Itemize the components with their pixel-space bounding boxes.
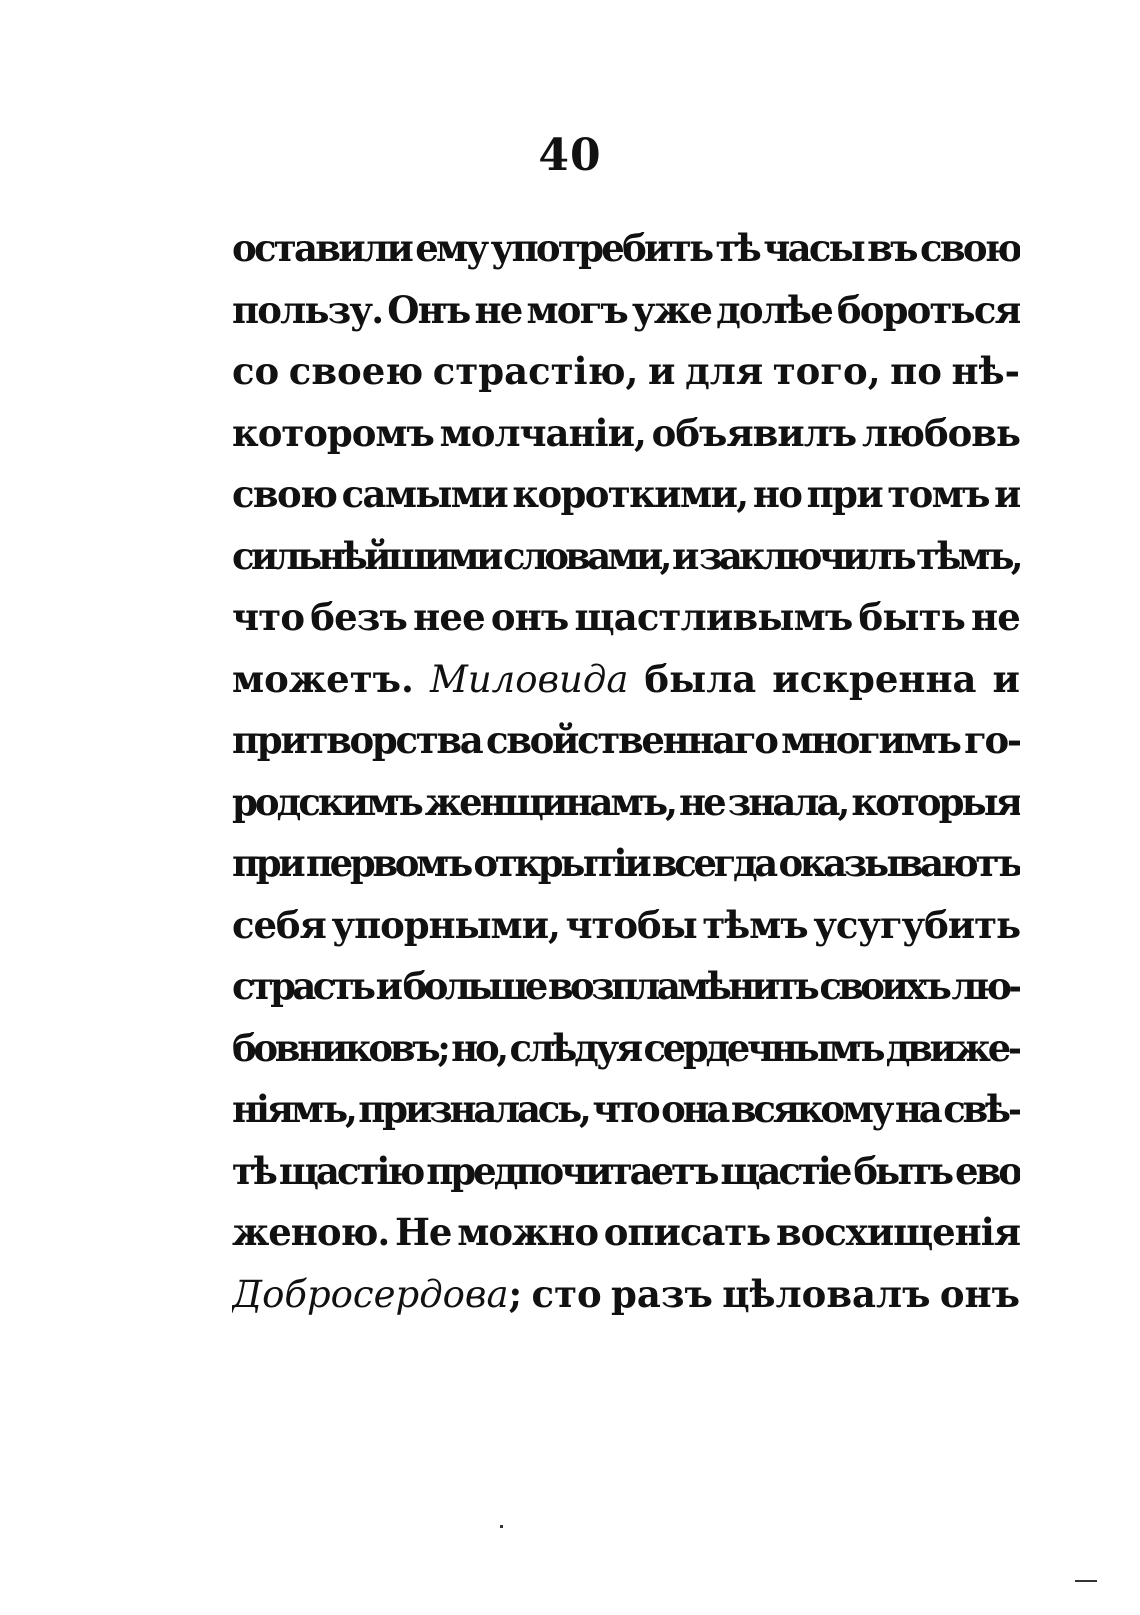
text-segment: страсть и больше возпламѣнить своихъ лю- [232,964,1020,1008]
ink-speck [1075,1580,1097,1582]
text-line [232,1202,1020,1264]
text-line [232,895,1020,957]
text-segment: ніямъ, призналась, что она всякому на свѣ- [232,1087,1020,1131]
text-line [232,1079,1020,1141]
text-segment: женою. Не можно описать восхищенія [232,1210,1020,1254]
text-line [232,218,1020,280]
text-line [232,1264,1020,1326]
text-segment: пользу. Онъ не могъ уже долѣе бороться [232,287,1020,332]
text-line [232,1141,1020,1203]
text-line [232,833,1020,895]
page-number: 40 [538,130,602,181]
italic-name: Миловида [429,657,629,701]
text-line [232,341,1020,403]
text-segment: ; сто разъ цѣловалъ онъ [508,1271,1020,1316]
text-segment: которомъ молчаніи, объявилъ любовь [232,410,1020,455]
text-line [232,649,1020,711]
body-text [232,218,1020,1325]
text-segment: бовниковъ; но, слѣдуя сердечнымъ движе- [232,1025,1020,1070]
text-segment: со своею страстію, и для того, по нѣ- [232,349,1020,393]
text-line [232,464,1020,526]
ink-speck [500,1525,503,1528]
text-segment: родскимъ женщинамъ, не знала, которыя [232,779,1020,824]
text-line [232,772,1020,834]
text-line [232,956,1020,1018]
text-segment: тѣ щастію предпочитаетъ щастіе быть ево [232,1148,1020,1193]
text-line [232,526,1020,588]
text-line [232,587,1020,649]
text-segment: была искренна и [628,656,1020,701]
text-line [232,403,1020,465]
text-segment: при первомъ открытіи всегда оказываютъ [232,841,1020,885]
text-line [232,1018,1020,1080]
text-segment: себя упорными, чтобы тѣмъ усугубить [232,902,1020,947]
text-segment: что безъ нее онъ щастливымъ быть не [232,595,1020,639]
text-segment: оставили ему употребить тѣ часы въ свою [232,226,1020,270]
italic-name: Добросердова [232,1272,509,1316]
text-line [232,710,1020,772]
text-segment: сильнѣйшими словами, и заключилъ тѣмъ, [232,533,1020,578]
text-segment: можетъ. [232,656,430,701]
text-segment: притворства свойственнаго многимъ го- [232,718,1020,762]
text-line [232,280,1020,342]
text-segment: свою самыми короткими, но при томъ и [232,472,1020,516]
